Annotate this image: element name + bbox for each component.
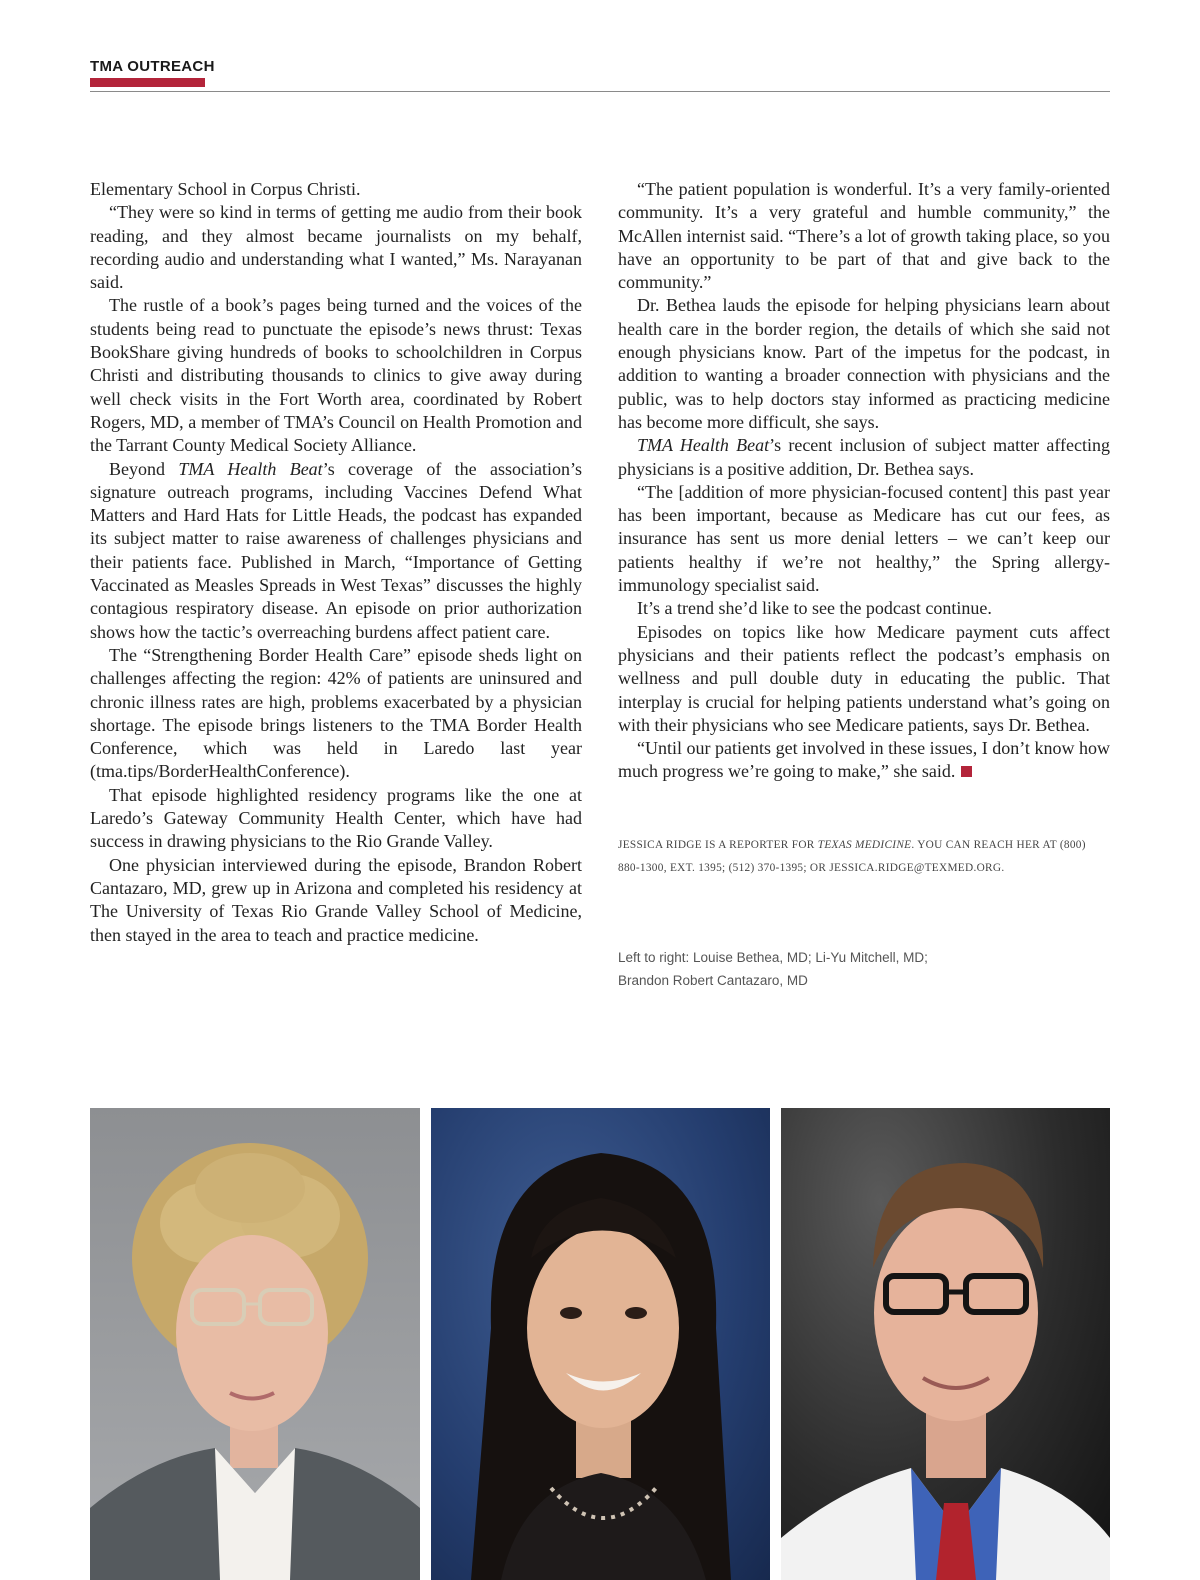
text-run: Beyond	[109, 458, 179, 479]
end-mark-icon	[961, 766, 972, 777]
author-note-text: JESSICA RIDGE IS A REPORTER FOR	[618, 839, 818, 851]
text-run: “Until our patients get involved in these issues, I don’t know how much progress we’re going to make,” she said.	[618, 738, 1110, 782]
portrait-2-illustration	[431, 1108, 770, 1580]
paragraph: Elementary School in Corpus Christi.	[90, 179, 361, 199]
photo-caption	[618, 946, 1110, 992]
paragraph: The rustle of a book’s pages being turned and the voices of the students being read to punctuate the episode’s news thrust: Texas BookShare giving hundreds of books to schoolchildren in Corpus Christi and distributing thousands to clinics to give away during well check visits in the Fort Worth area, coordinated by Robert Rogers, MD, a member of TMA’s Council on Health Promotion and the Tarrant County Medical Society Alliance.	[90, 295, 582, 456]
paragraph: That episode highlighted residency programs like the one at Laredo’s Gateway Community Health Center, which have had success in drawing physicians to the Rio Grande Valley.	[90, 784, 582, 852]
header-rule	[90, 91, 1110, 92]
caption-line: Left to right: Louise Bethea, MD; Li-Yu Mitchell, MD;	[618, 950, 928, 965]
right-column	[618, 178, 1110, 784]
paragraph: Episodes on topics like how Medicare payment cuts affect physicians and their patients reflect the podcast’s emphasis on wellness and pull double duty in educating the public. That interplay is crucial for helping patients understand what’s going on with their physicians who see Medicare patients, says Dr. Bethea.	[618, 621, 1110, 735]
portrait-brandon-cantazaro	[781, 1108, 1110, 1580]
author-note-text: . YOU CAN REACH HER AT (800) 880-1300, EXT. 1395; (512) 370-1395; OR JESSICA.RIDGE@TEXMED.ORG.	[618, 839, 1086, 874]
paragraph: One physician interviewed during the episode, Brandon Robert Cantazaro, MD, grew up in Arizona and completed his residency at The University of Texas Rio Grande Valley School of Medicine, then stayed in the area to teach and practice medicine.	[90, 854, 582, 945]
paragraph	[618, 737, 1110, 784]
paragraph: Dr. Bethea lauds the episode for helping physicians learn about health care in the border region, the details of which she said not enough physicians know. Part of the impetus for the podcast, in addition to wanting a broader connection with physicians and the public, was to help doctors stay informed as practicing medicine has become more difficult, she says.	[618, 295, 1110, 432]
podcast-title: TMA Health Beat	[637, 435, 770, 456]
section-label: TMA OUTREACH	[90, 58, 215, 75]
portrait-li-yu-mitchell	[431, 1108, 770, 1580]
author-note	[618, 834, 1110, 880]
paragraph: The “Strengthening Border Health Care” episode sheds light on challenges affecting the region: 42% of patients are uninsured and chronic illness rates are high, problems exacerbated by a physician shortage. The episode brings listeners to the TMA Border Health Conference, which was held in Laredo last year (tma.tips/BorderHealthConference).	[90, 644, 582, 782]
paragraph: “The [addition of more physician-focused content] this past year has been important, because as Medicare has cut our fees, as insurance has sent us more denial letters – we can’t keep our patients healthy if we’re not healthy,” the Spring allergy-immunology specialist said.	[618, 481, 1110, 596]
paragraph: It’s a trend she’d like to see the podcast continue.	[637, 598, 992, 619]
paragraph	[90, 458, 582, 644]
portrait-3-illustration	[781, 1108, 1110, 1580]
section-accent-bar	[90, 78, 205, 87]
paragraph	[618, 434, 1110, 481]
portrait-louise-bethea	[90, 1108, 420, 1580]
text-run: ’s coverage of the association’s signature outreach programs, including Vaccines Defend What Matters and Hard Hats for Little Heads, the podcast has expanded its subject matter to raise awareness of challenges physicians and their patients face. Published in March, “Importance of Getting Vaccinated as Measles Spreads in West Texas” discusses the highly contagious respiratory disease. An episode on prior authorization shows how the tactic’s overreaching burdens affect patient care.	[90, 458, 582, 642]
paragraph: “The patient population is wonderful. It’s a very family-oriented community. It’s a very grateful and humble community,” the McAllen internist said. “There’s a lot of growth taking place, so you have an opportunity to be part of that and give back to the community.”	[618, 179, 1110, 293]
left-column	[90, 178, 582, 947]
podcast-title: TMA Health Beat	[178, 458, 323, 479]
paragraph: “They were so kind in terms of getting me audio from their book reading, and they almost became journalists on my behalf, recording audio and understanding what I wanted,” Ms. Narayanan said.	[90, 202, 582, 293]
publication-title: TEXAS MEDICINE	[817, 839, 912, 851]
caption-line: Brandon Robert Cantazaro, MD	[618, 973, 808, 988]
portrait-1-illustration	[90, 1108, 420, 1580]
text-run: ’s recent inclusion of subject matter affecting physicians is a positive addition, Dr. Bethea says.	[618, 435, 1110, 479]
